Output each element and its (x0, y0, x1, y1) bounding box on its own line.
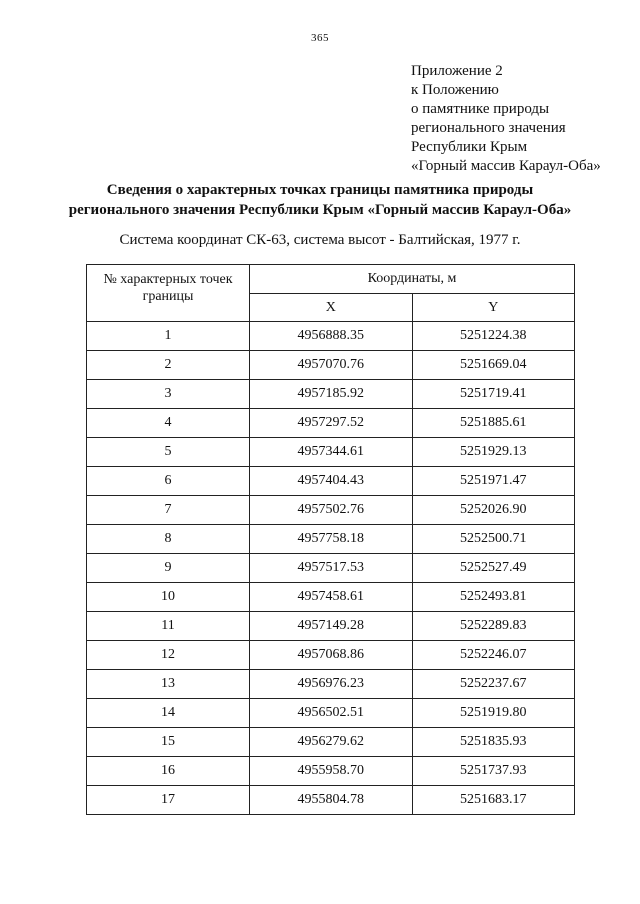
appendix-line: о памятнике природы (411, 101, 550, 117)
point-number-cell: 16 (87, 757, 250, 786)
table-row (87, 322, 575, 351)
x-coordinate-cell: 4957404.43 (250, 467, 413, 496)
y-coordinate-cell: 5252246.07 (412, 641, 575, 670)
y-coordinate-cell: 5251971.47 (412, 467, 575, 496)
table-row (87, 757, 575, 786)
x-coordinate-cell: 4956888.35 (250, 322, 413, 351)
point-number-cell: 6 (87, 467, 250, 496)
y-coordinate-cell: 5252493.81 (412, 583, 575, 612)
y-coordinate-cell: 5251719.41 (412, 380, 575, 409)
table-row (87, 409, 575, 438)
table-row (87, 670, 575, 699)
table-row (87, 786, 575, 815)
coordinate-system-note: Система координат СК-63, система высот - Балтийская, 1977 г. (119, 232, 521, 248)
table-row (87, 496, 575, 525)
point-number-cell: 3 (87, 380, 250, 409)
point-number-cell: 10 (87, 583, 250, 612)
x-coordinate-cell: 4955958.70 (250, 757, 413, 786)
x-coordinate-cell: 4957502.76 (250, 496, 413, 525)
document-title-line: Сведения о характерных точках границы памятника природы (106, 182, 534, 198)
table-row (87, 612, 575, 641)
point-number-cell: 9 (87, 554, 250, 583)
point-number-cell: 14 (87, 699, 250, 728)
x-coordinate-cell: 4955804.78 (250, 786, 413, 815)
y-coordinate-cell: 5251929.13 (412, 438, 575, 467)
point-number-cell: 4 (87, 409, 250, 438)
y-coordinate-cell: 5251737.93 (412, 757, 575, 786)
point-number-cell: 12 (87, 641, 250, 670)
table-row (87, 467, 575, 496)
y-coordinate-cell: 5251683.17 (412, 786, 575, 815)
table-row (87, 380, 575, 409)
x-coordinate-cell: 4957297.52 (250, 409, 413, 438)
point-number-cell: 13 (87, 670, 250, 699)
y-coordinate-cell: 5252500.71 (412, 525, 575, 554)
x-coordinate-cell: 4956279.62 (250, 728, 413, 757)
x-coordinate-cell: 4957070.76 (250, 351, 413, 380)
x-coordinate-cell: 4957068.86 (250, 641, 413, 670)
x-coordinate-cell: 4957149.28 (250, 612, 413, 641)
x-column-header: X (250, 294, 413, 322)
table-header (87, 265, 575, 322)
point-number-cell: 11 (87, 612, 250, 641)
y-coordinate-cell: 5251919.80 (412, 699, 575, 728)
point-number-cell: 8 (87, 525, 250, 554)
x-coordinate-cell: 4957758.18 (250, 525, 413, 554)
appendix-note (411, 62, 601, 176)
table-row (87, 583, 575, 612)
x-coordinate-cell: 4957458.61 (250, 583, 413, 612)
y-coordinate-cell: 5251835.93 (412, 728, 575, 757)
y-coordinate-cell: 5252237.67 (412, 670, 575, 699)
table-row (87, 699, 575, 728)
y-coordinate-cell: 5251885.61 (412, 409, 575, 438)
point-number-cell: 15 (87, 728, 250, 757)
table-row (87, 554, 575, 583)
table-row (87, 438, 575, 467)
x-coordinate-cell: 4956976.23 (250, 670, 413, 699)
y-coordinate-cell: 5251669.04 (412, 351, 575, 380)
y-column-header: Y (412, 294, 575, 322)
point-number-cell: 5 (87, 438, 250, 467)
table-header-row (87, 265, 575, 294)
coordinates-table (86, 264, 575, 815)
document-title (0, 180, 640, 220)
y-coordinate-cell: 5251224.38 (412, 322, 575, 351)
point-number-cell: 7 (87, 496, 250, 525)
x-coordinate-cell: 4957344.61 (250, 438, 413, 467)
appendix-line: Республики Крым (411, 139, 528, 155)
y-coordinate-cell: 5252026.90 (412, 496, 575, 525)
coordinates-header: Координаты, м (250, 265, 575, 294)
point-number-header: № характерных точек границы (87, 265, 250, 322)
point-number-cell: 17 (87, 786, 250, 815)
table-row (87, 641, 575, 670)
y-coordinate-cell: 5252289.83 (412, 612, 575, 641)
table-body (87, 322, 575, 815)
appendix-line: Приложение 2 (411, 63, 503, 79)
point-number-cell: 2 (87, 351, 250, 380)
document-title-line: регионального значения Республики Крым «Горный массив Караул-Оба» (68, 202, 572, 218)
y-coordinate-cell: 5252527.49 (412, 554, 575, 583)
table-row (87, 525, 575, 554)
x-coordinate-cell: 4956502.51 (250, 699, 413, 728)
appendix-line: к Положению (411, 82, 499, 98)
page-number: 365 (311, 32, 329, 44)
appendix-line: регионального значения (411, 120, 566, 136)
x-coordinate-cell: 4957185.92 (250, 380, 413, 409)
point-number-cell: 1 (87, 322, 250, 351)
table-row (87, 728, 575, 757)
table-row (87, 351, 575, 380)
x-coordinate-cell: 4957517.53 (250, 554, 413, 583)
appendix-line: «Горный массив Караул-Оба» (411, 158, 601, 174)
